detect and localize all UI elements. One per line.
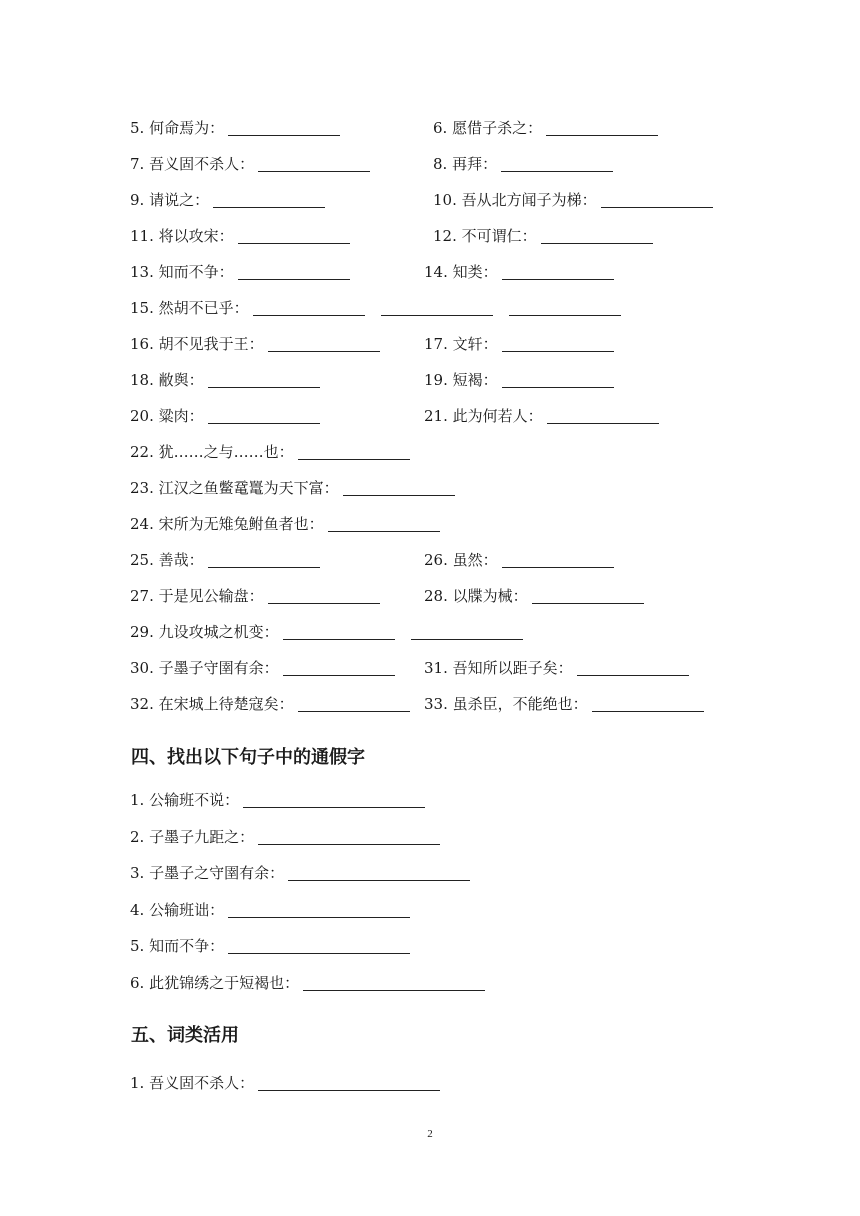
answer-blank[interactable]: [298, 711, 410, 712]
question-label: 3. 子墨子之守圉有余：: [130, 864, 285, 882]
question-label: 19. 短褐：: [424, 371, 498, 389]
answer-blank[interactable]: [541, 243, 653, 244]
question-label: 12. 不可谓仁：: [433, 227, 537, 245]
answer-blank[interactable]: [546, 135, 658, 136]
answer-blank[interactable]: [601, 207, 713, 208]
answer-blank[interactable]: [213, 207, 325, 208]
question-label: 32. 在宋城上待楚寇矣：: [130, 695, 294, 713]
section-4-heading: 四、找出以下句子中的通假字: [131, 747, 365, 768]
answer-blank[interactable]: [298, 459, 410, 460]
question-item: [130, 406, 320, 426]
question-label: 7. 吾义固不杀人：: [130, 155, 255, 173]
question-label: 6. 此犹锦绣之于短褐也：: [130, 973, 300, 992]
answer-blank[interactable]: [228, 953, 410, 954]
question-item: [130, 1073, 440, 1093]
answer-blank[interactable]: [502, 387, 614, 388]
answer-blank[interactable]: [343, 495, 455, 496]
question-label: 28. 以牒为械：: [424, 587, 528, 605]
answer-blank[interactable]: [283, 675, 395, 676]
question-label: 27. 于是见公输盘：: [130, 587, 264, 605]
question-item: [130, 514, 440, 534]
question-item: [424, 406, 659, 426]
question-label: 22. 犹……之与……也：: [130, 443, 294, 461]
answer-blank[interactable]: [502, 279, 614, 280]
question-item: [130, 442, 410, 462]
question-item: [433, 226, 653, 246]
answer-blank[interactable]: [381, 315, 493, 316]
answer-blank[interactable]: [208, 423, 320, 424]
answer-blank[interactable]: [238, 243, 350, 244]
question-label: 18. 敝舆：: [130, 371, 204, 389]
question-label: 6. 愿借子杀之：: [433, 119, 543, 137]
answer-blank[interactable]: [328, 531, 440, 532]
question-item: [130, 154, 370, 174]
answer-blank[interactable]: [268, 603, 380, 604]
question-label: 2. 子墨子九距之：: [130, 827, 255, 846]
question-label: 15. 然胡不已乎：: [130, 299, 249, 317]
question-item: [130, 900, 410, 920]
question-label: 8. 再拜：: [433, 155, 498, 173]
question-item: [130, 226, 350, 246]
question-label: 1. 公输班不说：: [130, 791, 240, 809]
question-item: [424, 586, 644, 606]
question-label: 31. 吾知所以距子矣：: [424, 659, 573, 677]
answer-blank[interactable]: [502, 567, 614, 568]
question-item: [433, 118, 658, 138]
question-label: 17. 文轩：: [424, 335, 498, 353]
answer-blank[interactable]: [228, 917, 410, 918]
question-item: [130, 118, 340, 138]
question-item: [433, 190, 713, 210]
question-item: [130, 936, 410, 956]
question-label: 25. 善哉：: [130, 551, 204, 569]
question-item: [424, 370, 614, 390]
answer-blank[interactable]: [288, 880, 470, 881]
question-item: [130, 622, 523, 642]
answer-blank[interactable]: [303, 990, 485, 991]
section-5-heading: 五、词类活用: [131, 1025, 239, 1046]
answer-blank[interactable]: [547, 423, 659, 424]
question-item: [130, 334, 380, 354]
question-label: 13. 知而不争：: [130, 263, 234, 281]
question-label: 5. 知而不争：: [130, 937, 225, 955]
question-item: [433, 154, 613, 174]
answer-blank[interactable]: [228, 135, 340, 136]
question-item: [130, 586, 380, 606]
question-label: 1. 吾义固不杀人：: [130, 1074, 255, 1092]
question-item: [424, 658, 689, 678]
question-label: 21. 此为何若人：: [424, 407, 543, 425]
question-item: [130, 550, 320, 570]
question-item: [130, 478, 455, 498]
answer-blank[interactable]: [208, 387, 320, 388]
answer-blank[interactable]: [411, 639, 523, 640]
question-item: [130, 973, 485, 993]
answer-blank[interactable]: [258, 1090, 440, 1091]
answer-blank[interactable]: [238, 279, 350, 280]
question-item: [130, 827, 440, 847]
question-label: 11. 将以攻宋：: [130, 227, 234, 245]
answer-blank[interactable]: [283, 639, 395, 640]
answer-blank[interactable]: [509, 315, 621, 316]
answer-blank[interactable]: [268, 351, 380, 352]
question-item: [424, 550, 614, 570]
question-item: [130, 658, 395, 678]
page-number: 2: [427, 1128, 433, 1140]
question-item: [130, 863, 470, 883]
question-label: 4. 公输班诎：: [130, 900, 225, 919]
question-label: 16. 胡不见我于王：: [130, 335, 264, 353]
answer-blank[interactable]: [258, 171, 370, 172]
answer-blank[interactable]: [253, 315, 365, 316]
question-item: [130, 694, 410, 714]
answer-blank[interactable]: [532, 603, 644, 604]
question-item: [130, 190, 325, 210]
question-label: 9. 请说之：: [130, 191, 210, 209]
question-label: 10. 吾从北方闻子为梯：: [433, 191, 597, 209]
question-label: 29. 九设攻城之机变：: [130, 623, 279, 641]
question-item: [130, 298, 621, 318]
answer-blank[interactable]: [208, 567, 320, 568]
question-item: [424, 694, 704, 714]
question-item: [130, 262, 350, 282]
answer-blank[interactable]: [258, 844, 440, 845]
question-item: [424, 262, 614, 282]
question-label: 26. 虽然：: [424, 551, 498, 569]
question-item: [130, 790, 425, 810]
answer-blank[interactable]: [592, 711, 704, 712]
answer-blank[interactable]: [502, 351, 614, 352]
question-item: [130, 370, 320, 390]
answer-blank[interactable]: [243, 807, 425, 808]
answer-blank[interactable]: [501, 171, 613, 172]
question-label: 30. 子墨子守圉有余：: [130, 659, 279, 677]
question-label: 33. 虽杀臣，不能绝也：: [424, 695, 588, 713]
question-label: 14. 知类：: [424, 263, 498, 281]
question-label: 24. 宋所为无雉兔鲋鱼者也：: [130, 515, 324, 533]
question-label: 20. 粱肉：: [130, 407, 204, 425]
question-label: 23. 江汉之鱼鳖鼋鼍为天下富：: [130, 479, 339, 497]
question-item: [424, 334, 614, 354]
answer-blank[interactable]: [577, 675, 689, 676]
question-label: 5. 何命焉为：: [130, 119, 225, 137]
